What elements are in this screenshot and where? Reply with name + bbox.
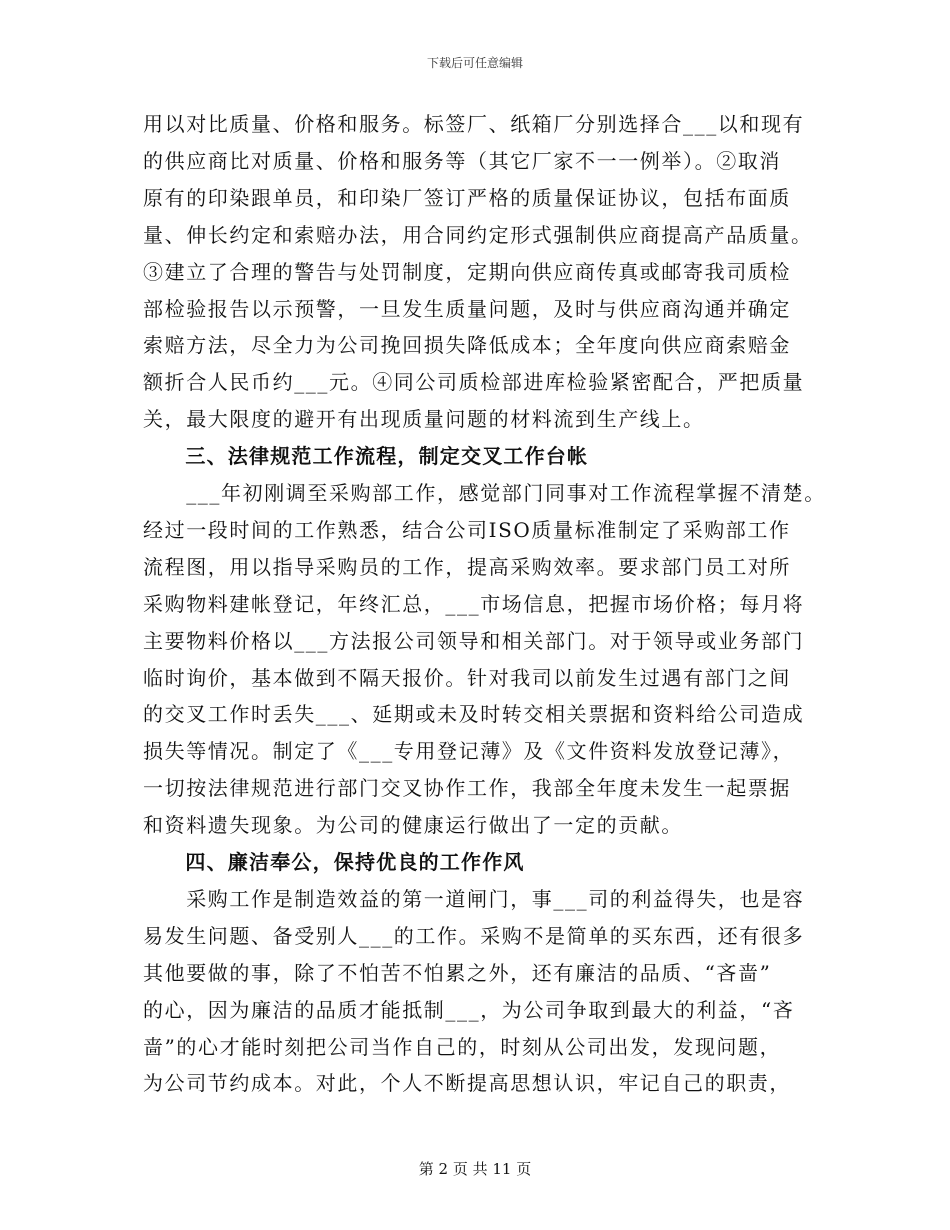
text-line: 采购工作是制造效益的第一道闸门，事___司的利益得失，也是容 [143, 887, 805, 911]
text-line: 主要物料价格以___方法报公司领导和相关部门。对于领导或业务部门 [143, 629, 805, 653]
text-line: 和资料遗失现象。为公司的健康运行做出了一定的贡献。 [143, 813, 683, 837]
section-heading: 三、法律规范工作流程，制定交叉工作台帐 [143, 444, 589, 468]
text-line: 易发生问题、备受别人___的工作。采购不是简单的买东西，还有很多 [143, 924, 805, 948]
text-line: 损失等情况。制定了《___专用登记薄》及《文件资料发放登记薄》， [143, 739, 795, 763]
text-line: 关，最大限度的避开有出现质量问题的材料流到生产线上。 [143, 407, 705, 431]
text-line: 啬”的心才能时刻把公司当作自己的，时刻从公司出发，发现问题， [143, 1035, 782, 1059]
text-line: 一切按法律规范进行部门交叉协作工作，我部全年度未发生一起票据 [143, 776, 791, 800]
text-line: ___年初刚调至采购部工作，感觉部门同事对工作流程掌握不清楚。 [143, 481, 826, 505]
page-header: 下载后可任意编辑 [426, 56, 523, 70]
text-line: 的供应商比对质量、价格和服务等（其它厂家不一一例举）。②取消 [143, 149, 781, 173]
text-line: 索赔方法，尽全力为公司挽回损失降低成本；全年度向供应商索赔金 [143, 333, 791, 357]
text-line: 部检验报告以示预警，一旦发生质量问题，及时与供应商沟通并确定 [143, 297, 791, 321]
text-line: ③建立了合理的警告与处罚制度，定期向供应商传真或邮寄我司质检 [143, 260, 791, 284]
section-heading: 四、廉洁奉公，保持优良的工作作风 [143, 850, 525, 874]
page-footer: 第 2 页 共 11 页 [418, 1160, 532, 1178]
text-line: 临时询价，基本做到不隔天报价。针对我司以前发生过遇有部门之间 [143, 666, 791, 690]
text-line: 额折合人民币约___元。④同公司质检部进库检验紧密配合，严把质量 [143, 370, 805, 394]
text-line: 经过一段时间的工作熟悉，结合公司ISO质量标准制定了采购部工作 [143, 518, 791, 542]
text-line: 量、伸长约定和索赔办法，用合同约定形式强制供应商提高产品质量。 [143, 223, 813, 247]
text-line: 为公司节约成本。对此，个人不断提高思想认识，牢记自己的职责， [143, 1071, 791, 1095]
text-line: 用以对比质量、价格和服务。标签厂、纸箱厂分别选择合___以和现有 [143, 112, 805, 136]
text-line: 流程图，用以指导采购员的工作，提高采购效率。要求部门员工对所 [143, 555, 791, 579]
text-line: 其他要做的事，除了不怕苦不怕累之外，还有廉洁的品质、“吝啬” [143, 961, 772, 985]
text-line: 采购物料建帐登记，年终汇总，___市场信息，把握市场价格；每月将 [143, 592, 805, 616]
text-line: 原有的印染跟单员，和印染厂签订严格的质量保证协议，包括布面质 [143, 186, 791, 210]
text-line: 的交叉工作时丢失___、延期或未及时转交相关票据和资料给公司造成 [143, 702, 805, 726]
text-line: 的心，因为廉洁的品质才能抵制___，为公司争取到最大的利益，“吝 [143, 998, 795, 1022]
